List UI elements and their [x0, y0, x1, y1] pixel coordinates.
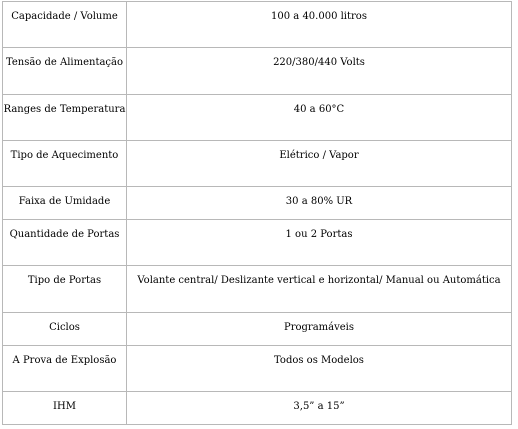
spec-value-cell: [127, 266, 512, 313]
table-row: [3, 2, 512, 48]
spec-value: 3,5” a 15”: [293, 401, 345, 412]
spec-value: 220/380/440 Volts: [273, 57, 365, 68]
table-row: [3, 141, 512, 187]
spec-label-cell: [3, 141, 127, 187]
spec-value: 100 a 40.000 litros: [271, 11, 367, 22]
spec-value: 40 a 60°C: [293, 104, 345, 115]
spec-label-cell: [3, 346, 127, 392]
table-row: [3, 187, 512, 220]
table-row: [3, 95, 512, 141]
spec-value: 1 ou 2 Portas: [285, 229, 353, 240]
table-row: [3, 48, 512, 95]
table-row: [3, 266, 512, 313]
spec-value-cell: [127, 220, 512, 266]
spec-label: Capacidade / Volume: [11, 11, 118, 22]
spec-label-cell: [3, 220, 127, 266]
spec-value-cell: [127, 48, 512, 95]
spec-label-cell: [3, 313, 127, 346]
spec-label: Ranges de Temperatura: [3, 104, 126, 115]
spec-label: Tensão de Alimentação: [5, 57, 124, 68]
spec-label-cell: [3, 392, 127, 425]
spec-value-cell: [127, 2, 512, 48]
spec-label: A Prova de Explosão: [12, 355, 117, 366]
spec-label-cell: [3, 2, 127, 48]
spec-label: Tipo de Portas: [27, 275, 102, 286]
spec-value-cell: [127, 95, 512, 141]
spec-value: Elétrico / Vapor: [279, 150, 359, 161]
spec-label-cell: [3, 48, 127, 95]
table-row: [3, 392, 512, 425]
spec-value-cell: [127, 313, 512, 346]
spec-label-cell: [3, 266, 127, 313]
spec-label-cell: [3, 95, 127, 141]
spec-value-cell: [127, 346, 512, 392]
table-row: [3, 220, 512, 266]
spec-value-cell: [127, 392, 512, 425]
specifications-table: [2, 1, 512, 425]
spec-value-cell: [127, 187, 512, 220]
spec-value: Programáveis: [283, 322, 354, 333]
spec-value: Todos os Modelos: [274, 355, 364, 366]
spec-value-cell: [127, 141, 512, 187]
spec-label: Ciclos: [49, 322, 80, 333]
spec-value: 30 a 80% UR: [285, 196, 353, 207]
spec-value: Volante central/ Deslizante vertical e horizontal/ Manual ou Automática: [137, 275, 501, 286]
spec-label: IHM: [53, 401, 76, 412]
table-row: [3, 346, 512, 392]
spec-label: Quantidade de Portas: [9, 229, 120, 240]
spec-label: Faixa de Umidade: [18, 196, 111, 207]
spec-label-cell: [3, 187, 127, 220]
spec-label: Tipo de Aquecimento: [10, 150, 119, 161]
table-row: [3, 313, 512, 346]
